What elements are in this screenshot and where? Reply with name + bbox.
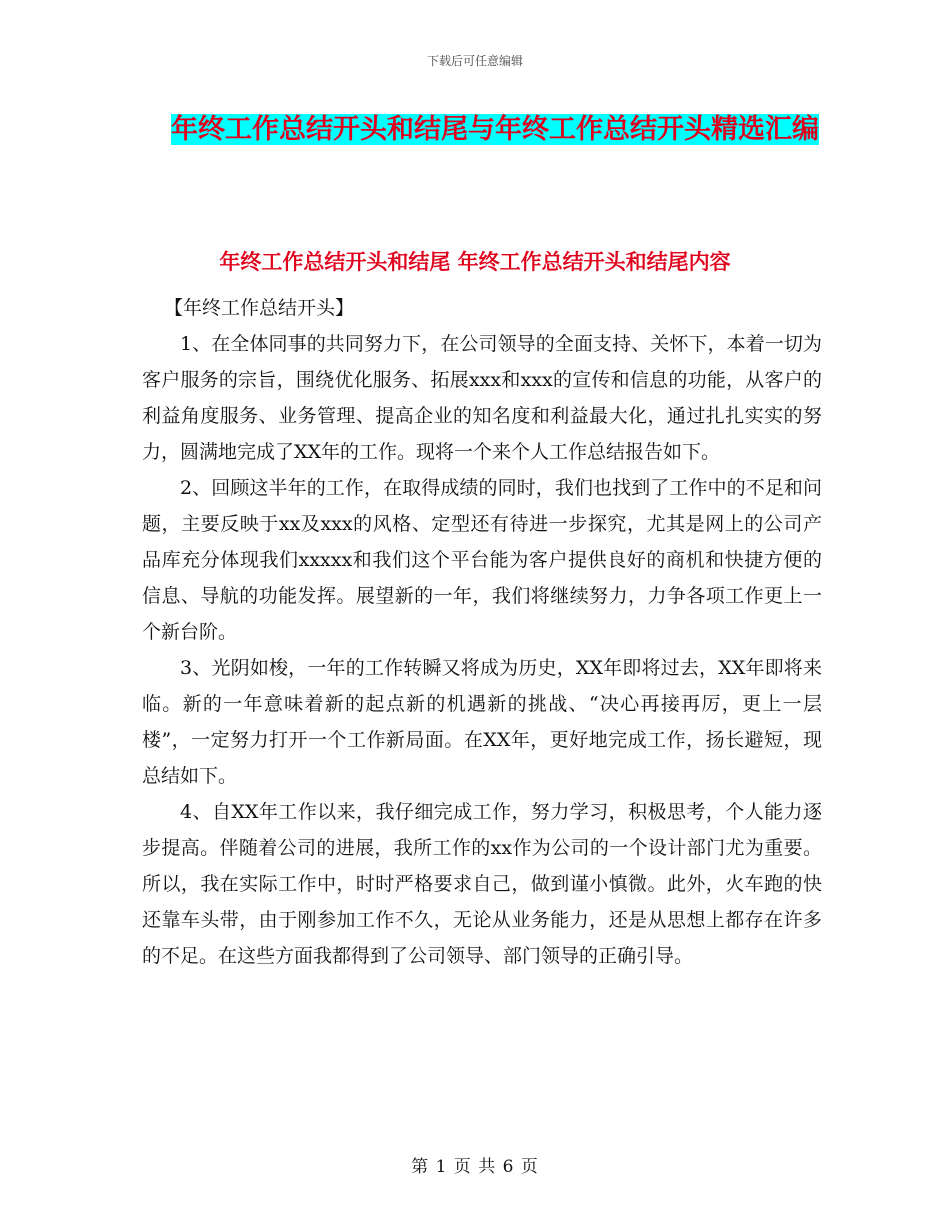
document-title-text: 年终工作总结开头和结尾与年终工作总结开头精选汇编 bbox=[171, 114, 819, 145]
page-footer: 第 1 页 共 6 页 bbox=[411, 1157, 539, 1177]
paragraph-2: 2、回顾这半年的工作，在取得成绩的同时，我们也找到了工作中的不足和问题，主要反映于xx及xxx的风格、定型还有待进一步探究，尤其是网上的公司产品库充分体现我们xxxxx和我们这个平台能为客户提供良好的商机和快捷方便的信息、导航的功能发挥。展望新的一年，我们将继续努力，力争各项工作更上一个新台阶。 bbox=[142, 477, 822, 643]
document-body bbox=[142, 290, 822, 974]
header-note: 下载后可任意编辑 bbox=[426, 54, 523, 68]
paragraph-4: 4、自XX年工作以来，我仔细完成工作，努力学习，积极思考，个人能力逐步提高。伴随着公司的进展，我所工作的xx作为公司的一个设计部门尤为重要。所以，我在实际工作中，时时严格要求自己，做到谨小慎微。此外，火车跑的快还靠车头带，由于刚参加工作不久，无论从业务能力，还是从思想上都存在许多的不足。在这些方面我都得到了公司领导、部门领导的正确引导。 bbox=[142, 801, 822, 967]
paragraph-1: 1、在全体同事的共同努力下，在公司领导的全面支持、关怀下，本着一切为客户服务的宗旨，围绕优化服务、拓展xxx和xxx的宣传和信息的功能，从客户的利益角度服务、业务管理、提高企业的知名度和利益最大化，通过扎扎实实的努力，圆满地完成了XX年的工作。现将一个来个人工作总结报告如下。 bbox=[142, 333, 822, 463]
section-heading: 【年终工作总结开头】 bbox=[164, 297, 355, 319]
document-subtitle: 年终工作总结开头和结尾 年终工作总结开头和结尾内容 bbox=[219, 249, 731, 274]
paragraph-3: 3、光阴如梭，一年的工作转瞬又将成为历史，XX年即将过去，XX年即将来临。新的一年意味着新的起点新的机遇新的挑战、“决心再接再厉，更上一层楼”，一定努力打开一个工作新局面。在XX年，更好地完成工作，扬长避短，现总结如下。 bbox=[142, 657, 822, 787]
document-title bbox=[150, 108, 840, 152]
